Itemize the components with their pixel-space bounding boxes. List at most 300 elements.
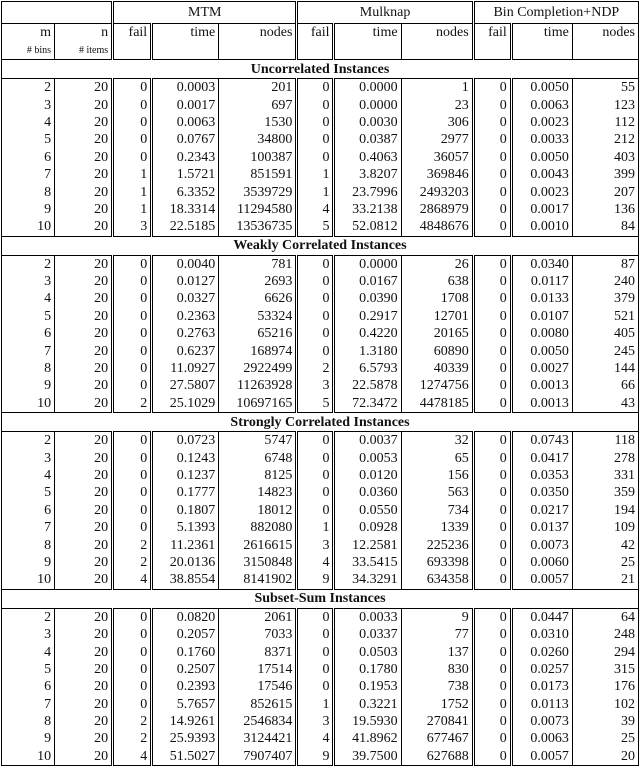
cell-mtm-time: 0.2343 (152, 149, 219, 166)
cell-bc-nodes: 294 (572, 643, 638, 660)
cell-mulknap-fail: 5 (297, 395, 334, 413)
table-row (2, 678, 639, 695)
blank-cell (473, 43, 511, 60)
cell-mtm-time: 0.2507 (152, 661, 219, 678)
cell-mtm-fail: 0 (113, 273, 152, 290)
cell-bc-fail: 0 (473, 131, 511, 148)
cell-m: 2 (2, 608, 55, 626)
cell-mtm-nodes: 2693 (219, 273, 297, 290)
cell-n: 20 (55, 342, 113, 359)
cell-bc-nodes: 399 (572, 166, 638, 183)
cell-bc-fail: 0 (473, 166, 511, 183)
section-title: Strongly Correlated Instances (2, 413, 639, 432)
table-row (2, 395, 639, 413)
cell-bc-time: 0.0447 (511, 608, 572, 626)
cell-bc-fail: 0 (473, 626, 511, 643)
col-mulknap-fail: fail (297, 24, 334, 44)
blank-cell (113, 43, 152, 60)
cell-mtm-time: 0.0327 (152, 290, 219, 307)
section-header (2, 589, 639, 608)
cell-mulknap-fail: 3 (297, 713, 334, 730)
cell-mulknap-fail: 5 (297, 218, 334, 236)
cell-mulknap-fail: 0 (297, 114, 334, 131)
table-row (2, 218, 639, 236)
cell-mulknap-nodes: 9 (401, 608, 473, 626)
table-row (2, 432, 639, 450)
cell-m: 5 (2, 308, 55, 325)
cell-mulknap-fail: 0 (297, 96, 334, 113)
cell-mtm-time: 0.0127 (152, 273, 219, 290)
cell-mtm-nodes: 201 (219, 79, 297, 97)
cell-bc-nodes: 144 (572, 360, 638, 377)
cell-bc-nodes: 123 (572, 96, 638, 113)
cell-bc-fail: 0 (473, 96, 511, 113)
cell-mtm-nodes: 2546834 (219, 713, 297, 730)
cell-n: 20 (55, 502, 113, 519)
cell-mtm-fail: 1 (113, 201, 152, 218)
cell-mulknap-nodes: 638 (401, 273, 473, 290)
cell-bc-fail: 0 (473, 571, 511, 589)
table-row (2, 273, 639, 290)
cell-mtm-fail: 0 (113, 449, 152, 466)
cell-mulknap-nodes: 23 (401, 96, 473, 113)
cell-mulknap-time: 12.2581 (334, 536, 401, 553)
cell-mulknap-fail: 0 (297, 290, 334, 307)
cell-bc-fail: 0 (473, 449, 511, 466)
cell-bc-time: 0.0310 (511, 626, 572, 643)
cell-mtm-nodes: 852615 (219, 696, 297, 713)
cell-mulknap-fail: 4 (297, 554, 334, 571)
cell-mulknap-nodes: 693398 (401, 554, 473, 571)
cell-bc-nodes: 278 (572, 449, 638, 466)
cell-bc-fail: 0 (473, 748, 511, 766)
table-row (2, 183, 639, 200)
cell-bc-fail: 0 (473, 395, 511, 413)
cell-mulknap-nodes: 1274756 (401, 377, 473, 394)
cell-mulknap-time: 39.7500 (334, 748, 401, 766)
cell-n: 20 (55, 467, 113, 484)
table-row (2, 519, 639, 536)
cell-bc-time: 0.0217 (511, 502, 572, 519)
header-column-row (2, 24, 639, 44)
cell-mtm-nodes: 2061 (219, 608, 297, 626)
cell-bc-time: 0.0107 (511, 308, 572, 325)
cell-bc-fail: 0 (473, 467, 511, 484)
col-n: n (55, 24, 113, 44)
cell-mulknap-time: 19.5930 (334, 713, 401, 730)
cell-mtm-fail: 0 (113, 432, 152, 450)
table-row (2, 536, 639, 553)
cell-mtm-time: 0.6237 (152, 342, 219, 359)
cell-bc-time: 0.0013 (511, 395, 572, 413)
cell-mtm-time: 0.0767 (152, 131, 219, 148)
cell-mtm-nodes: 14823 (219, 484, 297, 501)
cell-m: 2 (2, 432, 55, 450)
cell-mulknap-fail: 0 (297, 432, 334, 450)
cell-m: 4 (2, 467, 55, 484)
cell-mulknap-nodes: 137 (401, 643, 473, 660)
cell-mulknap-time: 0.4220 (334, 325, 401, 342)
cell-m: 5 (2, 661, 55, 678)
cell-mulknap-fail: 0 (297, 626, 334, 643)
cell-bc-time: 0.0033 (511, 131, 572, 148)
cell-mulknap-time: 0.0053 (334, 449, 401, 466)
cell-m: 6 (2, 149, 55, 166)
cell-bc-fail: 0 (473, 536, 511, 553)
cell-mtm-nodes: 34800 (219, 131, 297, 148)
cell-bc-time: 0.0057 (511, 571, 572, 589)
cell-mulknap-time: 0.2917 (334, 308, 401, 325)
cell-mtm-nodes: 2922499 (219, 360, 297, 377)
cell-m: 3 (2, 626, 55, 643)
cell-bc-time: 0.0137 (511, 519, 572, 536)
cell-n: 20 (55, 183, 113, 200)
cell-mulknap-nodes: 677467 (401, 730, 473, 747)
cell-n: 20 (55, 308, 113, 325)
cell-mulknap-fail: 2 (297, 360, 334, 377)
cell-bc-time: 0.0043 (511, 166, 572, 183)
cell-mtm-fail: 0 (113, 255, 152, 273)
table-row (2, 377, 639, 394)
section-header (2, 413, 639, 432)
cell-mulknap-time: 3.8207 (334, 166, 401, 183)
table-row (2, 149, 639, 166)
cell-mtm-nodes: 6626 (219, 290, 297, 307)
cell-mulknap-fail: 0 (297, 131, 334, 148)
cell-bc-fail: 0 (473, 79, 511, 97)
cell-mulknap-nodes: 26 (401, 255, 473, 273)
cell-mtm-nodes: 3124421 (219, 730, 297, 747)
cell-bc-nodes: 39 (572, 713, 638, 730)
col-mulknap-time: time (334, 24, 401, 44)
table-row (2, 96, 639, 113)
cell-bc-time: 0.0060 (511, 554, 572, 571)
cell-bc-nodes: 66 (572, 377, 638, 394)
blank-cell (401, 43, 473, 60)
cell-n: 20 (55, 255, 113, 273)
table-row (2, 255, 639, 273)
cell-n: 20 (55, 449, 113, 466)
table-row (2, 360, 639, 377)
cell-bc-fail: 0 (473, 519, 511, 536)
cell-mtm-fail: 2 (113, 536, 152, 553)
cell-mulknap-nodes: 2868979 (401, 201, 473, 218)
cell-m: 6 (2, 502, 55, 519)
cell-n: 20 (55, 748, 113, 766)
cell-mulknap-time: 33.5415 (334, 554, 401, 571)
cell-mtm-time: 0.0017 (152, 96, 219, 113)
cell-n: 20 (55, 696, 113, 713)
cell-bc-fail: 0 (473, 183, 511, 200)
cell-bc-time: 0.0117 (511, 273, 572, 290)
cell-bc-fail: 0 (473, 661, 511, 678)
cell-bc-fail: 0 (473, 730, 511, 747)
table-row (2, 608, 639, 626)
cell-m: 9 (2, 554, 55, 571)
cell-mulknap-nodes: 1708 (401, 290, 473, 307)
cell-mtm-time: 0.0063 (152, 114, 219, 131)
cell-mtm-time: 0.0040 (152, 255, 219, 273)
cell-bc-nodes: 521 (572, 308, 638, 325)
cell-mtm-fail: 0 (113, 643, 152, 660)
cell-mulknap-time: 0.0120 (334, 467, 401, 484)
cell-mulknap-time: 41.8962 (334, 730, 401, 747)
cell-mtm-time: 0.1760 (152, 643, 219, 660)
cell-mtm-nodes: 1530 (219, 114, 297, 131)
table-row (2, 325, 639, 342)
cell-mtm-nodes: 7907407 (219, 748, 297, 766)
cell-n: 20 (55, 571, 113, 589)
cell-n: 20 (55, 730, 113, 747)
cell-mulknap-nodes: 12701 (401, 308, 473, 325)
cell-mtm-time: 0.2393 (152, 678, 219, 695)
cell-mtm-time: 14.9261 (152, 713, 219, 730)
cell-bc-fail: 0 (473, 713, 511, 730)
cell-mulknap-time: 0.0360 (334, 484, 401, 501)
cell-mulknap-nodes: 369846 (401, 166, 473, 183)
cell-mtm-time: 0.1243 (152, 449, 219, 466)
cell-mulknap-nodes: 225236 (401, 536, 473, 553)
cell-mulknap-time: 0.0928 (334, 519, 401, 536)
cell-mtm-time: 18.3314 (152, 201, 219, 218)
section-header (2, 60, 639, 79)
cell-m: 4 (2, 290, 55, 307)
cell-bc-nodes: 102 (572, 696, 638, 713)
blank-cell (511, 43, 572, 60)
cell-mulknap-nodes: 270841 (401, 713, 473, 730)
cell-mulknap-fail: 0 (297, 342, 334, 359)
cell-bc-time: 0.0063 (511, 730, 572, 747)
section-title: Weakly Correlated Instances (2, 236, 639, 255)
cell-bc-nodes: 240 (572, 273, 638, 290)
cell-n: 20 (55, 519, 113, 536)
cell-mtm-time: 38.8554 (152, 571, 219, 589)
cell-mulknap-time: 34.3291 (334, 571, 401, 589)
col-mtm-fail: fail (113, 24, 152, 44)
cell-mulknap-fail: 0 (297, 449, 334, 466)
table-row (2, 290, 639, 307)
cell-bc-time: 0.0257 (511, 661, 572, 678)
cell-bc-fail: 0 (473, 325, 511, 342)
cell-bc-nodes: 212 (572, 131, 638, 148)
cell-bc-nodes: 109 (572, 519, 638, 536)
cell-bc-time: 0.0073 (511, 536, 572, 553)
table-row (2, 131, 639, 148)
cell-mtm-fail: 0 (113, 342, 152, 359)
cell-bc-nodes: 64 (572, 608, 638, 626)
cell-mtm-fail: 1 (113, 183, 152, 200)
blank-cell (297, 43, 334, 60)
cell-mtm-nodes: 5747 (219, 432, 297, 450)
cell-n: 20 (55, 273, 113, 290)
cell-mtm-time: 11.2361 (152, 536, 219, 553)
cell-mtm-time: 0.0003 (152, 79, 219, 97)
cell-mulknap-fail: 0 (297, 308, 334, 325)
cell-mulknap-time: 72.3472 (334, 395, 401, 413)
cell-mulknap-nodes: 634358 (401, 571, 473, 589)
cell-m: 7 (2, 166, 55, 183)
cell-bc-nodes: 43 (572, 395, 638, 413)
cell-mulknap-fail: 1 (297, 183, 334, 200)
results-table (1, 1, 639, 766)
cell-bc-nodes: 84 (572, 218, 638, 236)
cell-n: 20 (55, 377, 113, 394)
cell-bc-nodes: 87 (572, 255, 638, 273)
table-row (2, 643, 639, 660)
cell-n: 20 (55, 678, 113, 695)
cell-mtm-fail: 0 (113, 114, 152, 131)
table-row (2, 661, 639, 678)
cell-mtm-fail: 0 (113, 502, 152, 519)
cell-bc-fail: 0 (473, 201, 511, 218)
col-m-sub: # bins (2, 43, 55, 60)
table-row (2, 467, 639, 484)
cell-mtm-fail: 0 (113, 290, 152, 307)
cell-mulknap-nodes: 1339 (401, 519, 473, 536)
cell-bc-nodes: 405 (572, 325, 638, 342)
cell-mulknap-nodes: 65 (401, 449, 473, 466)
table-row (2, 730, 639, 747)
group-mtm: MTM (113, 2, 297, 24)
cell-mtm-nodes: 11294580 (219, 201, 297, 218)
cell-bc-fail: 0 (473, 360, 511, 377)
cell-bc-nodes: 245 (572, 342, 638, 359)
cell-mtm-fail: 2 (113, 554, 152, 571)
cell-mulknap-fail: 3 (297, 377, 334, 394)
header-group-row (2, 2, 639, 24)
cell-m: 5 (2, 131, 55, 148)
cell-bc-nodes: 20 (572, 748, 638, 766)
cell-bc-time: 0.0050 (511, 79, 572, 97)
cell-bc-time: 0.0080 (511, 325, 572, 342)
cell-bc-time: 0.0010 (511, 218, 572, 236)
cell-m: 3 (2, 96, 55, 113)
cell-bc-time: 0.0023 (511, 114, 572, 131)
col-mtm-time: time (152, 24, 219, 44)
cell-mtm-nodes: 17546 (219, 678, 297, 695)
cell-mulknap-time: 0.0550 (334, 502, 401, 519)
col-bc-nodes: nodes (572, 24, 638, 44)
cell-mulknap-nodes: 830 (401, 661, 473, 678)
cell-m: 4 (2, 114, 55, 131)
cell-mulknap-time: 52.0812 (334, 218, 401, 236)
cell-m: 8 (2, 360, 55, 377)
cell-bc-time: 0.0050 (511, 342, 572, 359)
cell-mtm-time: 6.3352 (152, 183, 219, 200)
table-row (2, 308, 639, 325)
cell-mulknap-time: 0.0387 (334, 131, 401, 148)
cell-mtm-time: 25.9393 (152, 730, 219, 747)
cell-mulknap-time: 0.0000 (334, 79, 401, 97)
cell-mtm-fail: 0 (113, 678, 152, 695)
cell-bc-nodes: 42 (572, 536, 638, 553)
cell-mulknap-time: 0.0390 (334, 290, 401, 307)
cell-mtm-nodes: 53324 (219, 308, 297, 325)
cell-mtm-nodes: 8141902 (219, 571, 297, 589)
cell-bc-nodes: 403 (572, 149, 638, 166)
cell-m: 3 (2, 449, 55, 466)
cell-m: 2 (2, 255, 55, 273)
cell-m: 10 (2, 218, 55, 236)
cell-mulknap-fail: 0 (297, 273, 334, 290)
cell-mtm-nodes: 10697165 (219, 395, 297, 413)
cell-mtm-fail: 3 (113, 218, 152, 236)
cell-bc-fail: 0 (473, 273, 511, 290)
section-header (2, 236, 639, 255)
table-row (2, 166, 639, 183)
cell-n: 20 (55, 79, 113, 97)
cell-mulknap-nodes: 2977 (401, 131, 473, 148)
cell-bc-time: 0.0063 (511, 96, 572, 113)
cell-bc-time: 0.0023 (511, 183, 572, 200)
cell-mulknap-fail: 0 (297, 661, 334, 678)
cell-mtm-time: 25.1029 (152, 395, 219, 413)
cell-m: 2 (2, 79, 55, 97)
cell-mtm-time: 0.0820 (152, 608, 219, 626)
blank-cell (572, 43, 638, 60)
cell-mulknap-time: 0.0037 (334, 432, 401, 450)
cell-bc-fail: 0 (473, 554, 511, 571)
cell-mulknap-time: 0.0030 (334, 114, 401, 131)
section-title: Subset-Sum Instances (2, 589, 639, 608)
cell-bc-fail: 0 (473, 696, 511, 713)
table-row (2, 79, 639, 97)
cell-bc-time: 0.0050 (511, 149, 572, 166)
cell-mulknap-time: 0.0167 (334, 273, 401, 290)
cell-bc-nodes: 55 (572, 79, 638, 97)
cell-n: 20 (55, 114, 113, 131)
cell-mulknap-time: 33.2138 (334, 201, 401, 218)
cell-mtm-time: 0.2363 (152, 308, 219, 325)
cell-mtm-time: 0.0723 (152, 432, 219, 450)
cell-n: 20 (55, 713, 113, 730)
cell-mtm-fail: 0 (113, 377, 152, 394)
cell-mtm-fail: 4 (113, 748, 152, 766)
col-mtm-nodes: nodes (219, 24, 297, 44)
table-row (2, 696, 639, 713)
cell-mulknap-fail: 0 (297, 502, 334, 519)
cell-bc-time: 0.0417 (511, 449, 572, 466)
cell-mulknap-nodes: 32 (401, 432, 473, 450)
cell-m: 8 (2, 713, 55, 730)
cell-bc-time: 0.0113 (511, 696, 572, 713)
cell-m: 9 (2, 201, 55, 218)
cell-mtm-nodes: 13536735 (219, 218, 297, 236)
cell-mtm-time: 0.2763 (152, 325, 219, 342)
cell-m: 6 (2, 325, 55, 342)
cell-mulknap-nodes: 40339 (401, 360, 473, 377)
cell-mulknap-time: 23.7996 (334, 183, 401, 200)
cell-mtm-nodes: 168974 (219, 342, 297, 359)
cell-n: 20 (55, 290, 113, 307)
table-row (2, 201, 639, 218)
cell-n: 20 (55, 432, 113, 450)
cell-mtm-nodes: 697 (219, 96, 297, 113)
cell-bc-fail: 0 (473, 484, 511, 501)
table-row (2, 571, 639, 589)
table-row (2, 114, 639, 131)
cell-bc-fail: 0 (473, 290, 511, 307)
cell-n: 20 (55, 608, 113, 626)
cell-m: 9 (2, 377, 55, 394)
cell-n: 20 (55, 218, 113, 236)
cell-mtm-time: 11.0927 (152, 360, 219, 377)
cell-bc-fail: 0 (473, 149, 511, 166)
cell-mtm-fail: 0 (113, 696, 152, 713)
cell-n: 20 (55, 484, 113, 501)
cell-m: 3 (2, 273, 55, 290)
cell-mulknap-nodes: 4848676 (401, 218, 473, 236)
